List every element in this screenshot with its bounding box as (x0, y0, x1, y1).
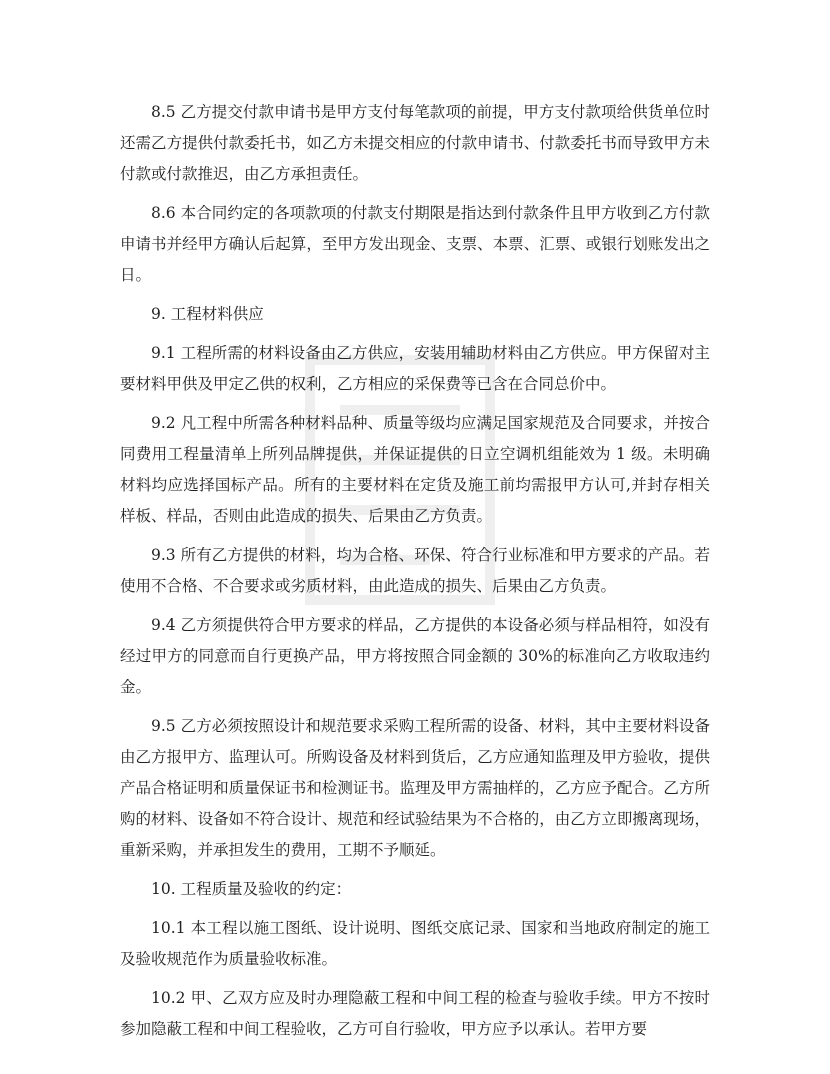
clause-9-1: 9.1 工程所需的材料设备由乙方供应，安装用辅助材料由乙方供应。甲方保留对主要材料甲供及甲定乙供的权利，乙方相应的采保费等已含在合同总价中。 (120, 344, 710, 393)
clause-10-1: 10.1 本工程以施工图纸、设计说明、图纸交底记录、国家和当地政府制定的施工及验收规范作为质量验收标准。 (120, 919, 710, 968)
section-heading-9: 9. 工程材料供应 (151, 305, 264, 323)
clause-9-2: 9.2 凡工程中所需各种材料品种、质量等级均应满足国家规范及合同要求，并按合同费用工程量清单上所列品牌提供，并保证提供的日立空调机组能效为 1 级。未明确材料均应选择国标产品。所有的主要材料在定货及施工前均需报甲方认可,并封存相关样板、样品，否则由此造成的损失、后果由乙方负责。 (120, 414, 710, 525)
clause-9-5: 9.5 乙方必须按照设计和规范要求采购工程所需的设备、材料，其中主要材料设备由乙方报甲方、监理认可。所购设备及材料到货后，乙方应通知监理及甲方验收，提供产品合格证明和质量保证书和检测证书。监理及甲方需抽样的，乙方应予配合。乙方所购的材料、设备如不符合设计、规范和经试验结果为不合格的，由乙方立即搬离现场，重新采购，并承担发生的费用，工期不予顺延。 (120, 717, 710, 859)
document-body (120, 97, 710, 1053)
clause-8-6: 8.6 本合同约定的各项款项的付款支付期限是指达到付款条件且甲方收到乙方付款申请书并经甲方确认后起算，至甲方发出现金、支票、本票、汇票、或银行划账发出之日。 (120, 204, 710, 284)
clause-10-2: 10.2 甲、乙双方应及时办理隐蔽工程和中间工程的检查与验收手续。甲方不按时参加隐蔽工程和中间工程验收，乙方可自行验收，甲方应予以承认。若甲方要 (120, 989, 710, 1038)
clause-9-4: 9.4 乙方须提供符合甲方要求的样品，乙方提供的本设备必须与样品相符，如没有经过甲方的同意而自行更换产品，甲方将按照合同金额的 30%的标准向乙方收取违约金。 (120, 616, 710, 696)
clause-9-3: 9.3 所有乙方提供的材料，均为合格、环保、符合行业标准和甲方要求的产品。若使用不合格、不合要求或劣质材料，由此造成的损失、后果由乙方负责。 (120, 546, 710, 595)
section-heading-10: 10. 工程质量及验收的约定： (151, 880, 352, 898)
clause-8-5: 8.5 乙方提交付款申请书是甲方支付每笔款项的前提，甲方支付款项给供货单位时还需乙方提供付款委托书，如乙方未提交相应的付款申请书、付款委托书而导致甲方未付款或付款推迟，由乙方承担责任。 (120, 103, 710, 183)
